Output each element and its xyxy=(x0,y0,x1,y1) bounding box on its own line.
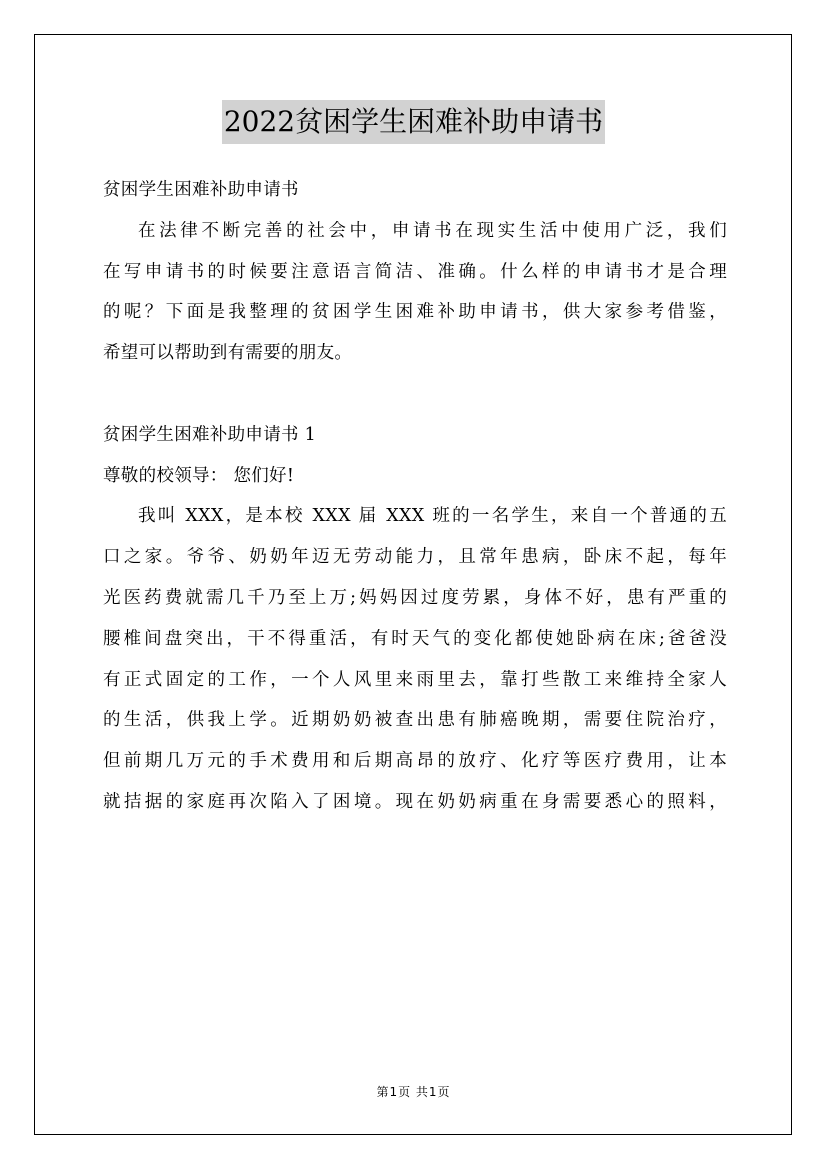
intro-line: 的呢？下面是我整理的贫困学生困难补助申请书，供大家参考借鉴， xyxy=(103,302,727,323)
blank-line xyxy=(103,374,727,415)
body-line: 口之家。爷爷、奶奶年迈无劳动能力，且常年患病，卧床不起，每年 xyxy=(103,547,727,568)
document-body xyxy=(103,170,727,823)
subtitle: 贫困学生困难补助申请书 xyxy=(103,180,299,200)
body-line: 光医药费就需几千乃至上万;妈妈因过度劳累，身体不好，患有严重的 xyxy=(103,587,727,608)
body-line: 我叫 XXX，是本校 XXX 届 XXX 班的一名学生，来自一个普通的五 xyxy=(138,506,727,527)
title-container xyxy=(0,100,827,144)
body-line: 的生活，供我上学。近期奶奶被查出患有肺癌晚期，需要住院治疗， xyxy=(103,710,727,731)
body-line: 有正式固定的工作，一个人风里来雨里去，靠打些散工来维持全家人 xyxy=(103,669,727,690)
salutation: 尊敬的校领导： 您们好! xyxy=(103,465,295,486)
body-line: 但前期几万元的手术费用和后期高昂的放疗、化疗等医疗费用，让本 xyxy=(103,751,727,772)
body-line: 腰椎间盘突出，干不得重活，有时天气的变化都使她卧病在床;爸爸没 xyxy=(103,628,727,649)
intro-line: 在法律不断完善的社会中，申请书在现实生活中使用广泛，我们 xyxy=(138,220,727,241)
section-title: 贫困学生困难补助申请书 1 xyxy=(103,424,317,445)
body-line: 就拮据的家庭再次陷入了困境。现在奶奶病重在身需要悉心的照料， xyxy=(103,791,727,812)
document-title: 2022贫困学生困难补助申请书 xyxy=(222,100,605,144)
page-number: 第1页 共1页 xyxy=(376,1085,451,1099)
intro-line: 希望可以帮助到有需要的朋友。 xyxy=(103,343,353,364)
intro-line: 在写申请书的时候要注意语言简洁、准确。什么样的申请书才是合理 xyxy=(103,261,727,282)
